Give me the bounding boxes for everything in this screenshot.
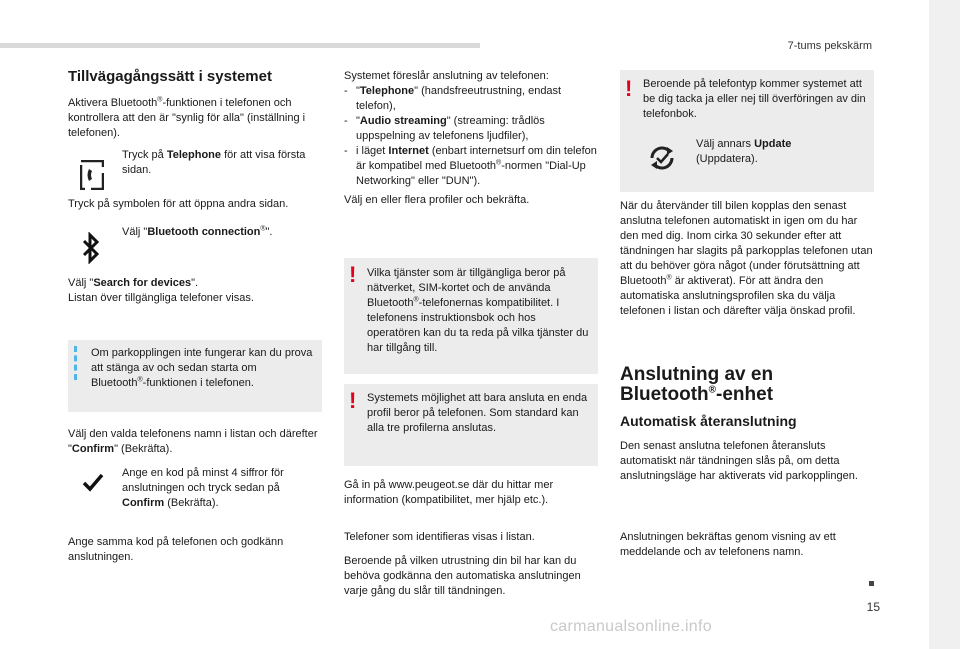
update-instruction: Välj annars Update (Uppdatera). <box>696 138 792 165</box>
list-item: - "Audio streaming" (streaming: trådlös uppspelning av telefonens ljudfiler), <box>344 114 598 144</box>
warning-note <box>344 258 598 374</box>
info-note-icon <box>74 346 77 380</box>
profile-list <box>344 84 598 189</box>
bluetooth-icon <box>81 232 101 264</box>
page-number: 15 <box>866 600 880 614</box>
paragraph-confirmation: Anslutningen bekräftas genom visning av ett meddelande och av telefonens namn. <box>620 531 836 558</box>
info-note-text: Om parkopplingen inte fungerar kan du prova att stänga av och sedan starta om Bluetooth®-funktionen i telefonen. <box>91 347 313 389</box>
step-code: Ange en kod på minst 4 siffror för anslutningen och tryck sedan på Confirm (Bekräfta). <box>122 467 284 509</box>
paragraph-search: Välj "Search for devices". Listan över tillgängliga telefoner visas. <box>68 277 254 304</box>
warning-icon: ! <box>349 262 357 287</box>
paragraph-symbol: Tryck på symbolen för att öppna andra sidan. <box>68 198 289 210</box>
warning-icon: ! <box>625 76 633 101</box>
sync-icon <box>648 144 676 172</box>
page-edge-band <box>929 0 960 649</box>
checkmark-icon <box>82 472 104 492</box>
warning-icon: ! <box>349 388 357 413</box>
step-telephone: Tryck på Telephone för att visa första sidan. <box>122 149 306 176</box>
paragraph-auto-reconnect: Den senast anslutna telefonen återansluts automatiskt när tändningen slås på, om detta anslutningsläge har aktiverats vid parkopplingen. <box>620 440 858 482</box>
paragraph-reconnect: När du återvänder till bilen kopplas den senast anslutna telefonen automatiskt in igen om du har den med dig. Inom cirka 30 sekunder efter att tändningen har slagits på parkopplas telefonen utan att du behöver göra något (under förutsättning att Bluetooth® är aktiverat). För att ändra den automatiska anslutningsprofilen ska du välja telefonen i listan och därefter välja önskad profil. <box>620 200 873 317</box>
info-note <box>68 340 322 412</box>
warning-note-text: Beroende på telefontyp kommer systemet att be dig tacka ja eller nej till överföringen av din telefonbok. <box>643 78 866 120</box>
warning-note <box>344 384 598 466</box>
phone-icon <box>80 160 104 190</box>
warning-note-text: Vilka tjänster som är tillgängliga beror på nätverket, SIM-kortet och de använda Bluetooth®-telefonernas kompatibilitet. I telefonens instruktionsbok och hos operatören kan du ta reda på vilka tjänster du har tillgång till. <box>367 267 589 354</box>
paragraph-confirm: Välj den valda telefonens namn i listan och därefter "Confirm" (Bekräfta). <box>68 428 318 455</box>
section-heading: Tillvägagångssätt i systemet <box>68 68 272 85</box>
paragraph-website: Gå in på www.peugeot.se där du hittar mer information (kompatibilitet, mer hjälp etc.). <box>344 479 554 506</box>
section-title: Anslutning av en Bluetooth®-enhet <box>620 364 774 405</box>
list-item: - "Telephone" (handsfreeutrustning, endast telefon), <box>344 84 598 114</box>
subsection-title: Automatisk återanslutning <box>620 413 797 429</box>
step-bluetooth: Välj "Bluetooth connection®". <box>122 225 273 238</box>
page-marker <box>869 581 874 586</box>
profiles-intro: Systemet föreslår anslutning av telefonen: <box>344 70 549 82</box>
intro-paragraph: Aktivera Bluetooth®-funktionen i telefonen och kontrollera att den är "synlig för alla" (inställning i telefonen). <box>68 96 306 139</box>
list-item: - i läget Internet (enbart internetsurf om din telefon är kompatibel med Bluetooth®-normen "Dial-Up Networking" eller "DUN"). <box>344 144 598 189</box>
top-rule <box>0 43 480 48</box>
paragraph-approve-code: Ange samma kod på telefonen och godkänn anslutningen. <box>68 536 284 563</box>
paragraph-auto-approve: Beroende på vilken utrustning din bil har kan du behöva godkänna den automatiska anslutningen varje gång du slår till tändningen. <box>344 555 581 597</box>
warning-note <box>620 70 874 192</box>
warning-note-text: Systemets möjlighet att bara ansluta en enda profil beror på telefonen. Som standard kan alla tre profilerna anslutas. <box>367 392 588 434</box>
watermark: carmanualsonline.info <box>550 618 712 635</box>
chapter-title: 7-tums pekskärm <box>787 40 872 52</box>
profiles-confirm: Välj en eller flera profiler och bekräfta. <box>344 194 530 206</box>
paragraph-list: Telefoner som identifieras visas i listan. <box>344 531 535 543</box>
